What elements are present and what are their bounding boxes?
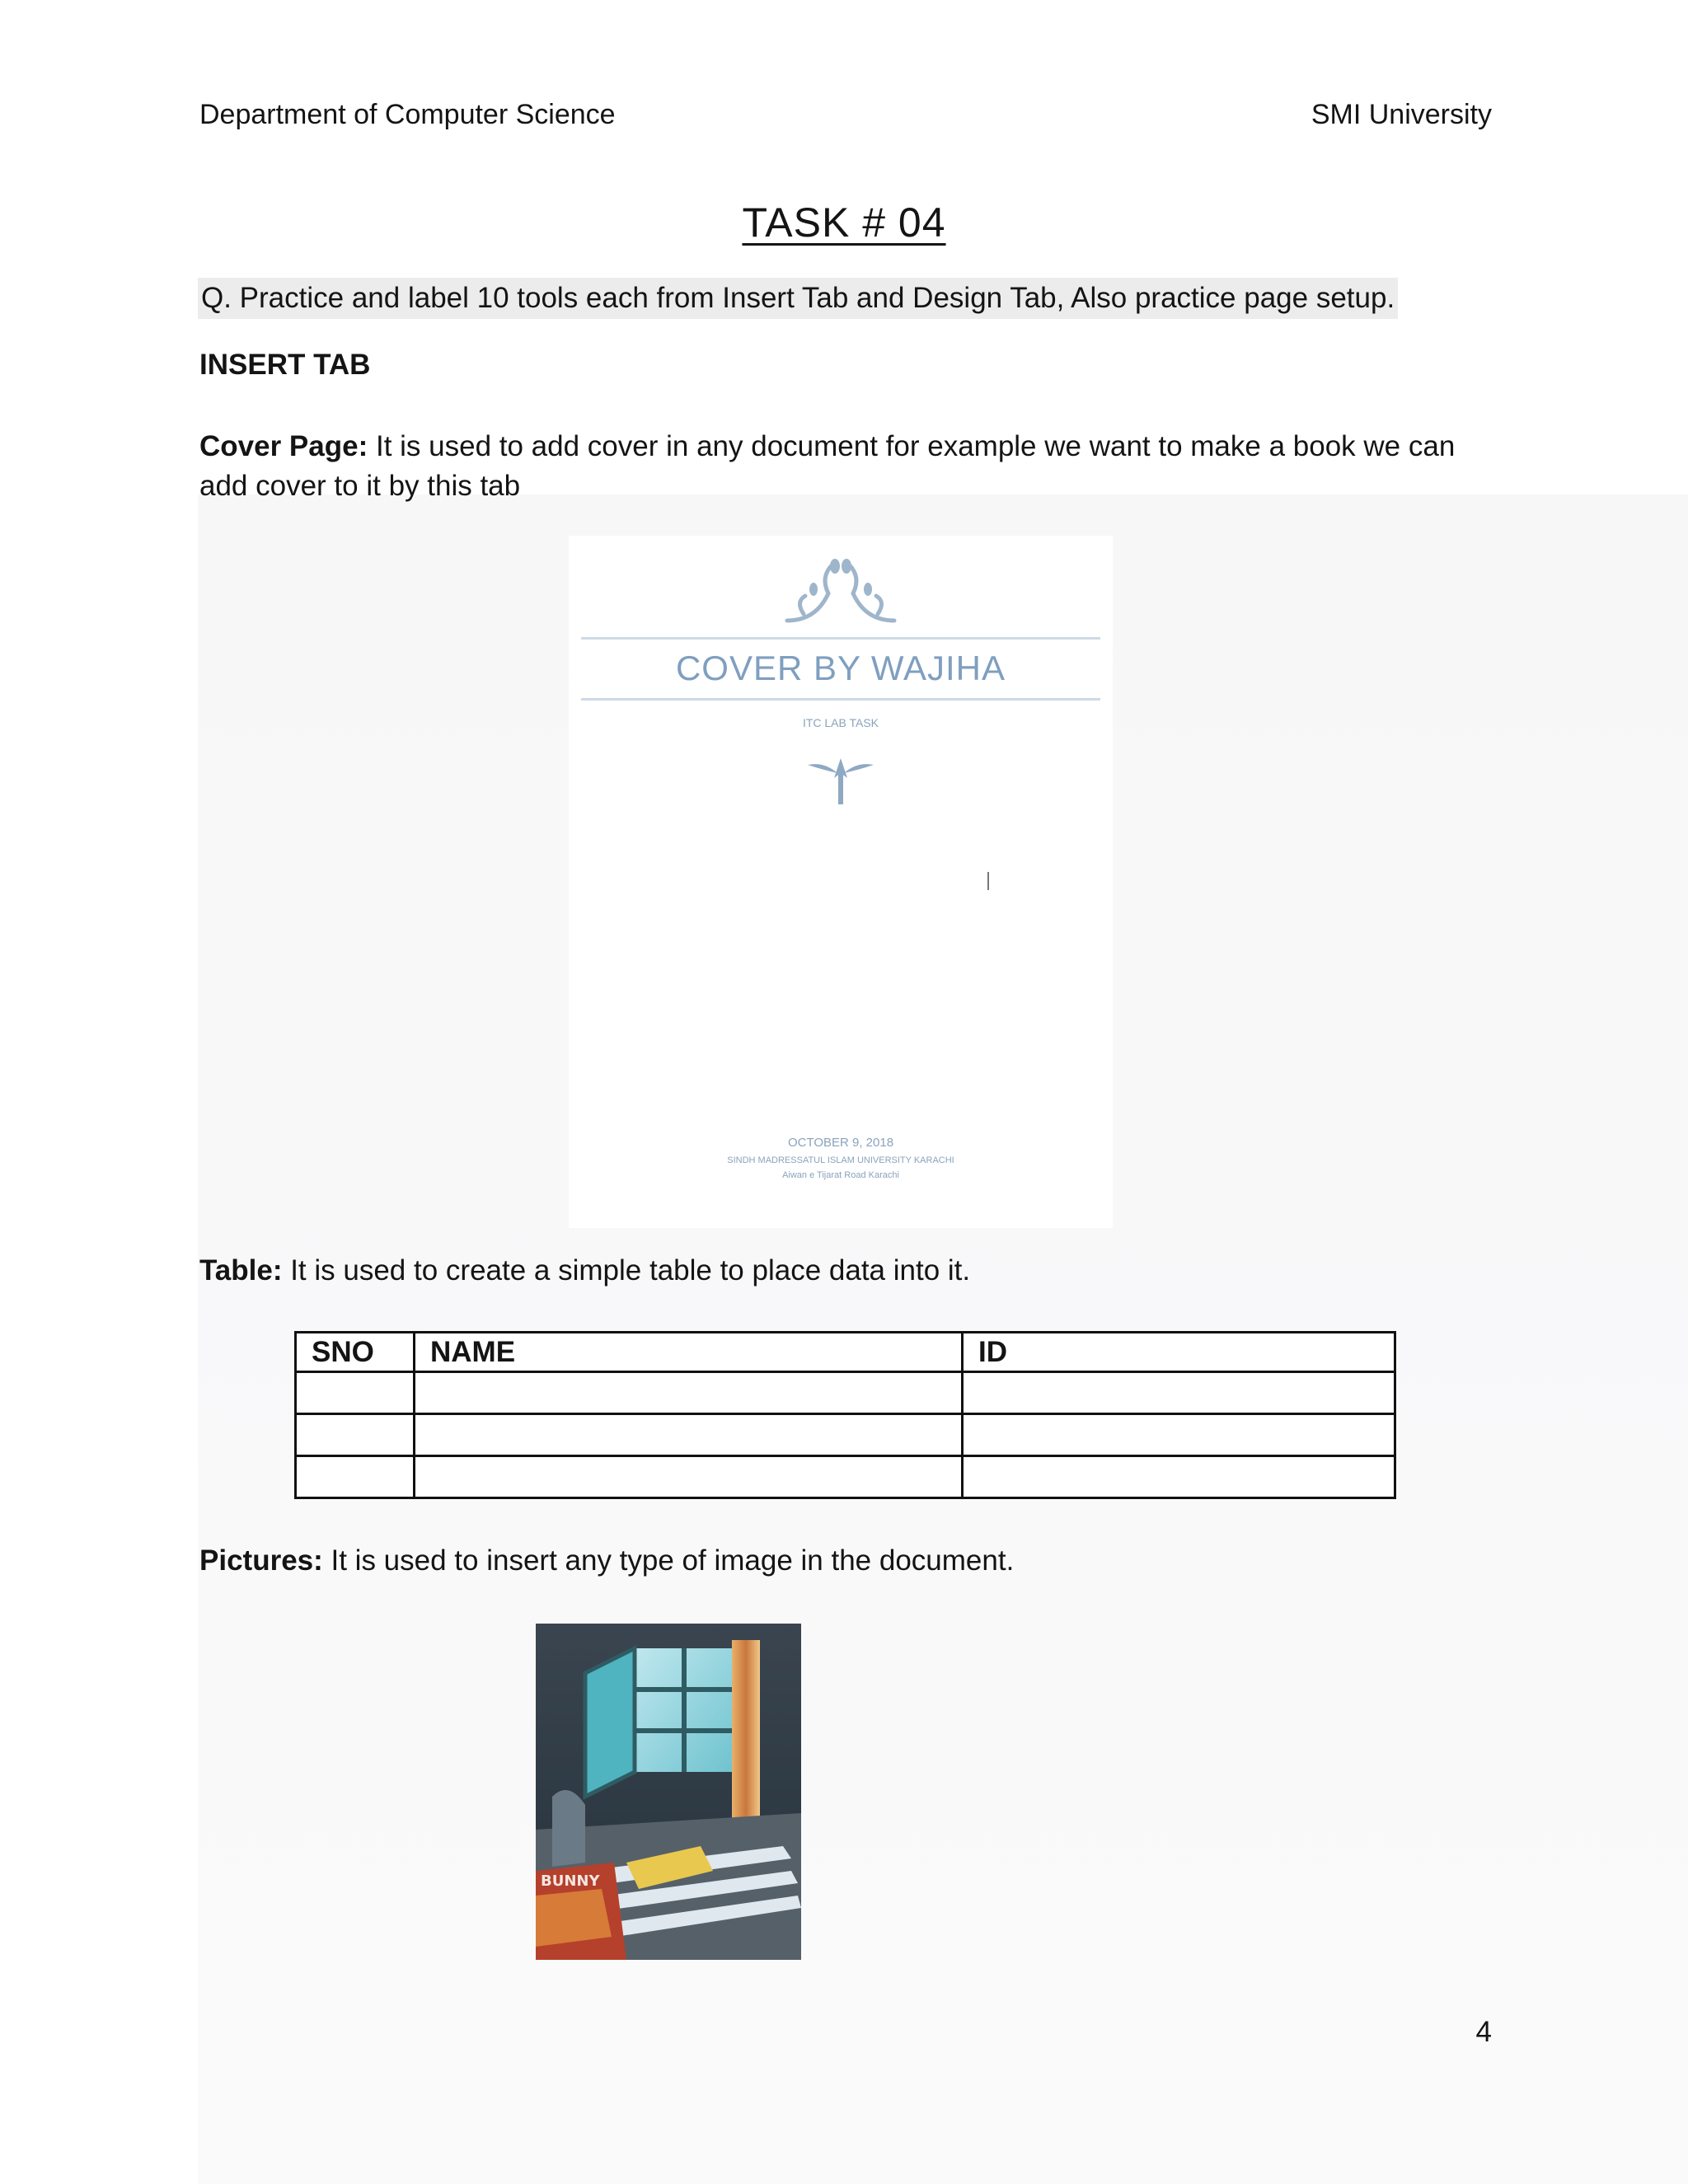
- table-cell: [296, 1372, 415, 1414]
- room-window-photo: [536, 1624, 801, 1960]
- text-cursor: [987, 872, 989, 890]
- table-header-id: ID: [963, 1333, 1395, 1372]
- table-header-sno: SNO: [296, 1333, 415, 1372]
- cover-address: Aiwan e Tijarat Road Karachi: [782, 1170, 899, 1180]
- pictures-description: It is used to insert any type of image in the document.: [322, 1544, 1015, 1577]
- table-cell: [296, 1456, 415, 1498]
- table-row: [296, 1414, 1395, 1456]
- arrow-ornament-icon: [799, 748, 882, 814]
- sample-table: [294, 1331, 1396, 1499]
- table-header-row: [296, 1333, 1395, 1372]
- header-department: Department of Computer Science: [199, 99, 616, 130]
- table-cell: [296, 1414, 415, 1456]
- table-cell: [963, 1414, 1395, 1456]
- cover-title: COVER BY WAJIHA: [675, 649, 1006, 687]
- table-cell: [963, 1456, 1395, 1498]
- cover-organization: SINDH MADRESSATUL ISLAM UNIVERSITY KARACHI: [727, 1155, 954, 1165]
- table-cell: [415, 1414, 963, 1456]
- photo-caption: BUNNY: [541, 1872, 600, 1890]
- cover-date: OCTOBER 9, 2018: [787, 1136, 894, 1150]
- page-number: 4: [1475, 2016, 1492, 2048]
- table-cell: [415, 1456, 963, 1498]
- floral-ornament-icon: [771, 556, 911, 630]
- cover-page-preview: [569, 536, 1113, 1228]
- insert-tab-heading: INSERT TAB: [199, 349, 371, 381]
- cover-divider-bottom: [581, 698, 1100, 701]
- table-label: Table:: [199, 1254, 283, 1286]
- pictures-label: Pictures:: [199, 1544, 323, 1577]
- table-row: [296, 1456, 1395, 1498]
- table-paragraph: [199, 1251, 1461, 1291]
- cover-page-label: Cover Page:: [199, 430, 368, 462]
- task-title: TASK # 04: [742, 199, 946, 246]
- table-description: It is used to create a simple table to place data into it.: [282, 1254, 971, 1286]
- pictures-paragraph: [199, 1541, 1461, 1581]
- header-university: SMI University: [1311, 99, 1492, 130]
- cover-page-paragraph: [199, 427, 1461, 506]
- cover-subtitle: ITC LAB TASK: [802, 716, 879, 729]
- table-row: [296, 1372, 1395, 1414]
- cover-divider-top: [581, 637, 1100, 640]
- cover-page-description: It is used to add cover in any document for example we want to make a book we can add cover to it by this tab: [199, 430, 1456, 502]
- table-cell: [963, 1372, 1395, 1414]
- question-text: Q. Practice and label 10 tools each from Insert Tab and Design Tab, Also practice page setup.: [198, 278, 1398, 319]
- table-header-name: NAME: [415, 1333, 963, 1372]
- table-cell: [415, 1372, 963, 1414]
